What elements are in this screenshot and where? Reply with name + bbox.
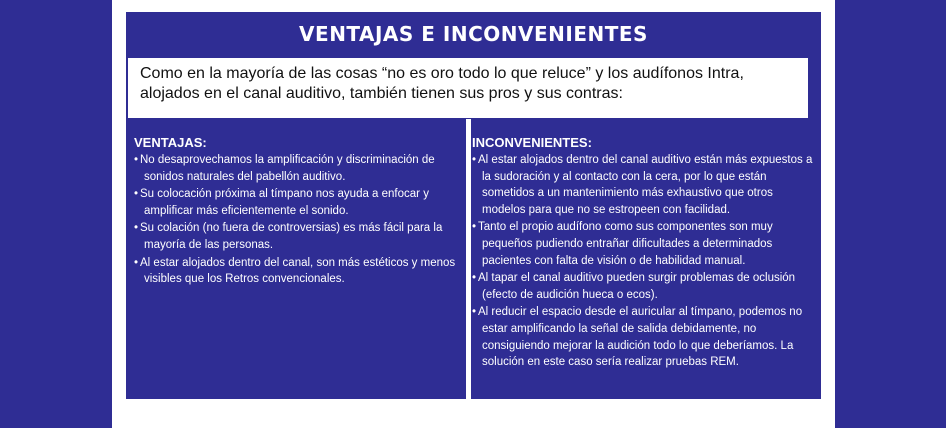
intro-line-2: alojados en el canal auditivo, también tienen sus pros y sus contras: xyxy=(140,85,623,102)
inconvenientes-item-text: Al tapar el canal auditivo pueden surgir problemas de oclusión (efecto de audición hueca o ecos). xyxy=(478,272,796,301)
content-panel xyxy=(112,0,835,428)
inconvenientes-item xyxy=(472,304,817,370)
inconvenientes-item xyxy=(472,219,817,269)
ventajas-list xyxy=(134,152,466,288)
bullet-icon: • xyxy=(134,256,139,269)
ventajas-item-text: Su colocación próxima al tímpano nos ayuda a enfocar y amplificar más eficientemente el sonido. xyxy=(140,188,429,217)
ventajas-heading: VENTAJAS: xyxy=(134,135,207,150)
ventajas-item xyxy=(134,152,466,185)
column-divider xyxy=(466,119,471,399)
inconvenientes-item-text: Al reducir el espacio desde el auricular al tímpano, podemos no estar amplificando la señal de salida debidamente, no consiguiendo mejorar la audición todo lo que deberíamos. La solución en este caso sería realizar pruebas REM. xyxy=(478,306,803,369)
ventajas-item-text: Su colación (no fuera de controversias) es más fácil para la mayoría de las personas. xyxy=(140,222,443,251)
inconvenientes-list xyxy=(472,152,817,371)
bullet-icon: • xyxy=(134,222,139,235)
intro-box xyxy=(128,58,808,118)
ventajas-item xyxy=(134,220,466,253)
bullet-icon: • xyxy=(472,154,477,166)
bullet-icon: • xyxy=(134,154,139,166)
inconvenientes-item-text: Tanto el propio audífono como sus componentes son muy pequeños pudiendo entrañar dificultades a determinados pacientes con falta de visión o de habilidad manual. xyxy=(478,221,773,267)
bullet-icon: • xyxy=(472,221,477,234)
info-card xyxy=(126,12,821,399)
ventajas-item xyxy=(134,186,466,219)
inconvenientes-item-text: Al estar alojados dentro del canal auditivo están más expuestos a la sudoración y al contacto con la cera, por lo que están sometidos a un mantenimiento más exhaustivo que otros modelos para que no se estropeen con facilidad. xyxy=(478,154,813,216)
inconvenientes-column xyxy=(472,134,817,399)
bullet-icon: • xyxy=(472,306,477,319)
ventajas-column xyxy=(134,134,466,399)
inconvenientes-item xyxy=(472,270,817,303)
ventajas-item-text: Al estar alojados dentro del canal, son más estéticos y menos visibles que los Retros convencionales. xyxy=(140,256,456,286)
inconvenientes-item xyxy=(472,152,817,218)
ventajas-item-text: No desaprovechamos la amplificación y discriminación de sonidos naturales del pabellón auditivo. xyxy=(140,154,435,183)
bullet-icon: • xyxy=(134,188,139,201)
inconvenientes-heading: INCONVENIENTES: xyxy=(472,135,592,150)
intro-line-1: Como en la mayoría de las cosas “no es oro todo lo que reluce” y los audífonos Intra, xyxy=(140,65,744,82)
card-title: VENTAJAS E INCONVENIENTES xyxy=(299,22,648,46)
ventajas-item xyxy=(134,255,466,288)
bullet-icon: • xyxy=(472,272,477,285)
